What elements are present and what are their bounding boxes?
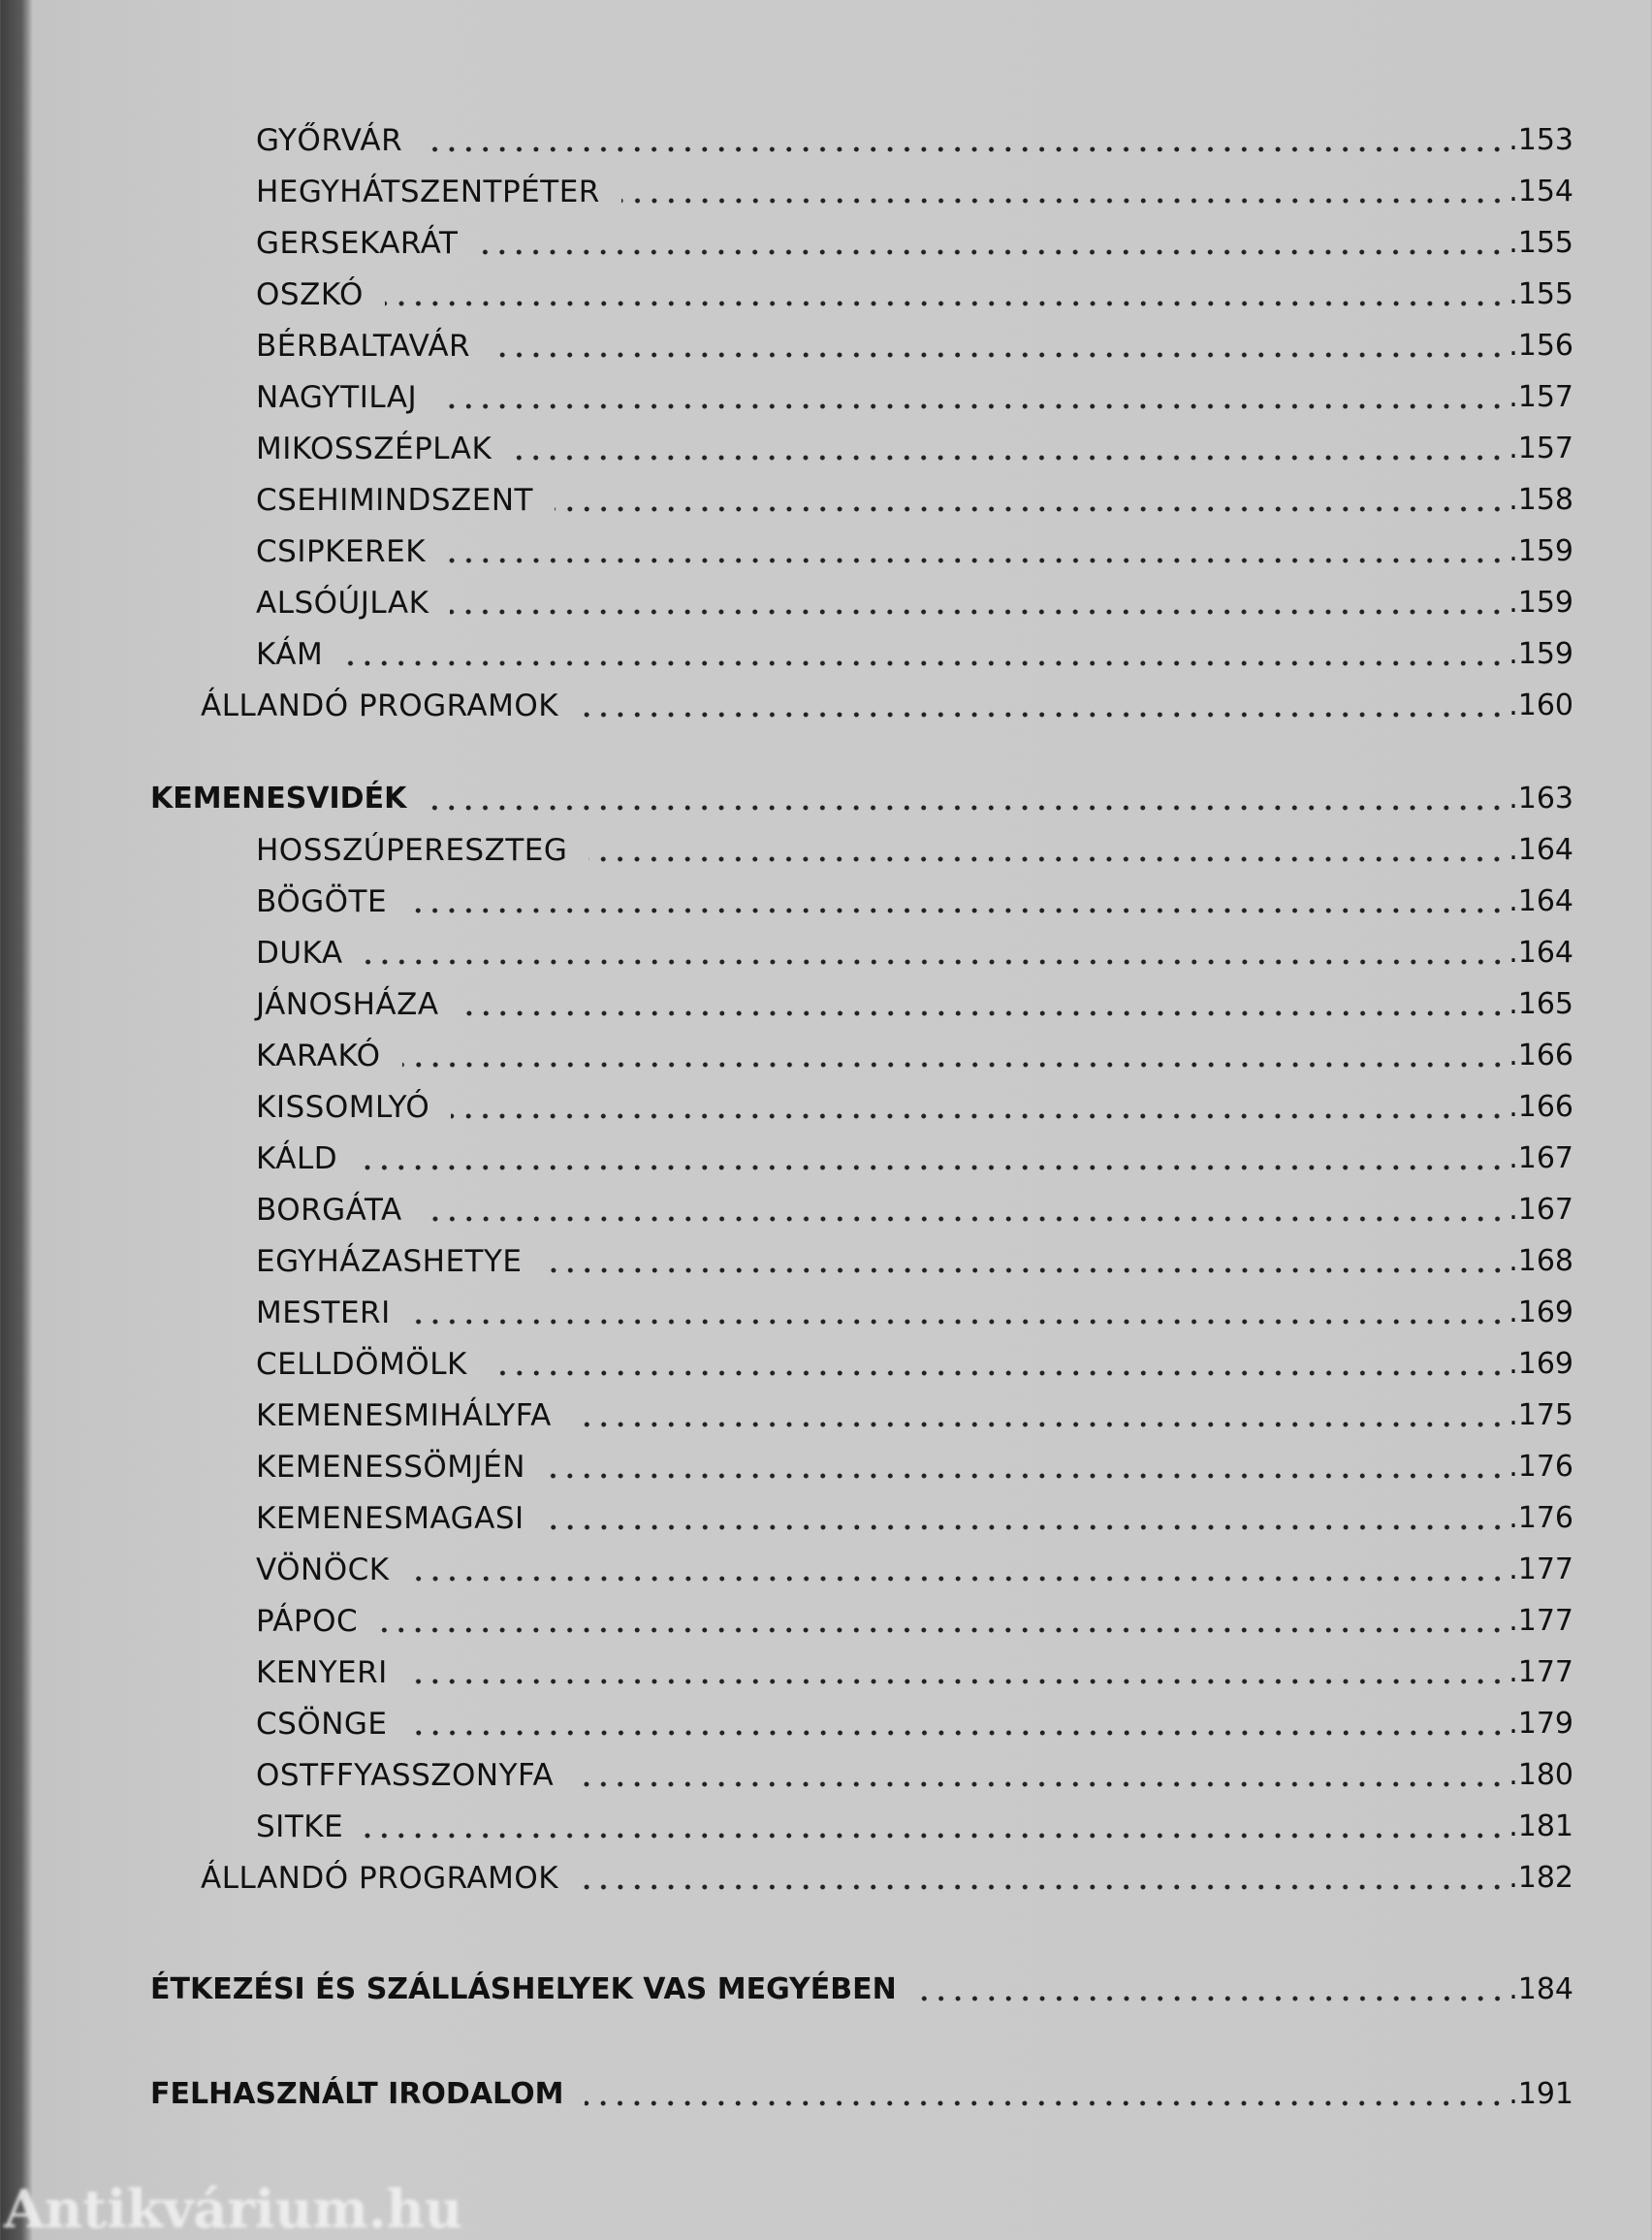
page-number: .191	[1509, 2077, 1573, 2111]
entry-title: GERSEKARÁT	[256, 226, 459, 261]
dot-leader	[573, 1396, 1506, 1435]
dot-leader	[411, 1551, 1506, 1589]
entry-title: KEMENESVIDÉK	[150, 782, 407, 816]
toc-entry[interactable]	[0, 1958, 1573, 2009]
entry-title: KÁM	[256, 637, 324, 672]
toc-entry[interactable]	[0, 417, 1573, 468]
entry-title: BÉRBALTAVÁR	[256, 329, 471, 364]
page-number: .155	[1509, 226, 1573, 260]
toc-entry[interactable]	[0, 1075, 1573, 1127]
toc-entry[interactable]	[0, 468, 1573, 520]
entry-title: KARAKÓ	[256, 1039, 381, 1073]
toc-section-etkezesi	[0, 1958, 1652, 2009]
entry-title: ALSÓÚJLAK	[256, 586, 429, 621]
toc-entry[interactable]	[0, 1692, 1573, 1744]
dot-leader	[546, 1499, 1506, 1538]
page-number: .165	[1509, 987, 1573, 1021]
entry-title: KENYERI	[256, 1655, 388, 1690]
entry-title: ÁLLANDÓ PROGRAMOK	[201, 688, 559, 723]
entry-title: ÁLLANDÓ PROGRAMOK	[201, 1861, 559, 1896]
toc-entry[interactable]	[0, 520, 1573, 571]
page-number: .160	[1509, 688, 1573, 722]
entry-title: HOSSZÚPERESZTEG	[256, 833, 568, 868]
entry-title: CSIPKEREK	[256, 534, 427, 569]
dot-leader	[344, 635, 1506, 674]
dot-leader	[555, 481, 1506, 520]
dot-leader	[451, 1088, 1506, 1127]
page-number: .156	[1509, 329, 1573, 363]
page-number: .154	[1509, 175, 1573, 208]
toc-entry[interactable]	[0, 571, 1573, 623]
page-number: .181	[1509, 1809, 1573, 1843]
dot-leader	[447, 532, 1506, 571]
page-number: .159	[1509, 534, 1573, 568]
page-number: .164	[1509, 884, 1573, 918]
toc-entry[interactable]	[0, 1435, 1573, 1487]
toc-section-irodalom	[0, 2063, 1652, 2114]
dot-leader	[438, 378, 1506, 417]
toc-entry[interactable]	[0, 818, 1573, 870]
entry-title: MIKOSSZÉPLAK	[256, 432, 492, 466]
dot-leader	[379, 1602, 1506, 1641]
dot-leader	[547, 1448, 1506, 1487]
toc-section-continued	[0, 109, 1652, 725]
dot-leader	[492, 327, 1506, 366]
toc-entry[interactable]	[0, 973, 1573, 1024]
page-number: .176	[1509, 1450, 1573, 1484]
dot-leader	[412, 1294, 1506, 1332]
toc-entry[interactable]	[0, 1178, 1573, 1230]
dot-leader	[580, 687, 1506, 725]
page-number: .176	[1509, 1501, 1573, 1535]
entry-title: FELHASZNÁLT IRODALOM	[150, 2077, 564, 2111]
toc-entry[interactable]	[0, 160, 1573, 211]
dot-leader	[580, 1859, 1506, 1898]
page-number: .168	[1509, 1244, 1573, 1278]
dot-leader	[489, 1345, 1506, 1384]
toc-entry[interactable]	[0, 1332, 1573, 1384]
page-number: .184	[1509, 1972, 1573, 2006]
toc-entry[interactable]	[0, 1024, 1573, 1075]
toc-entry[interactable]	[0, 1230, 1573, 1281]
entry-title: BÖGÖTE	[256, 884, 388, 919]
page-number: .163	[1509, 782, 1573, 816]
entry-title: KÁLD	[256, 1141, 338, 1176]
entry-title: JÁNOSHÁZA	[256, 987, 439, 1022]
toc-entry[interactable]	[0, 2063, 1573, 2114]
page-number: .175	[1509, 1398, 1573, 1432]
toc-entry[interactable]	[0, 623, 1573, 674]
entry-title: CSÖNGE	[256, 1707, 388, 1742]
toc-entry[interactable]	[0, 1384, 1573, 1435]
page-number: .155	[1509, 277, 1573, 311]
toc-entry[interactable]	[0, 1589, 1573, 1641]
toc-entry[interactable]	[0, 1487, 1573, 1538]
toc-section-kemenesvidek	[0, 767, 1652, 1898]
dot-leader	[365, 934, 1506, 973]
dot-leader	[402, 1037, 1506, 1075]
entry-title: VÖNÖCK	[256, 1552, 390, 1587]
watermark: Antikvárium.hu	[4, 2178, 463, 2240]
entry-title: KEMENESMIHÁLYFA	[256, 1398, 552, 1433]
page-number: .167	[1509, 1141, 1573, 1175]
entry-title: OSTFFYASSZONYFA	[256, 1758, 555, 1793]
toc-entry[interactable]	[0, 211, 1573, 263]
toc-entry[interactable]	[0, 767, 1573, 818]
page-number: .158	[1509, 483, 1573, 517]
dot-leader	[513, 430, 1506, 468]
dot-leader	[585, 2075, 1506, 2114]
toc-entry[interactable]	[0, 1744, 1573, 1795]
page-number: .157	[1509, 380, 1573, 414]
entry-title: OSZKÓ	[256, 277, 364, 312]
entry-title: MESTERI	[256, 1296, 391, 1330]
entry-title: GYŐRVÁR	[256, 123, 403, 158]
dot-leader	[408, 882, 1506, 921]
entry-title: PÁPOC	[256, 1604, 359, 1639]
dot-leader	[428, 780, 1506, 818]
page-number: .180	[1509, 1758, 1573, 1792]
page-number: .169	[1509, 1296, 1573, 1329]
page-number: .159	[1509, 637, 1573, 671]
entry-title: KEMENESSÖMJÉN	[256, 1450, 525, 1485]
toc-entry[interactable]	[0, 921, 1573, 973]
entry-title: NAGYTILAJ	[256, 380, 418, 415]
page-number: .167	[1509, 1193, 1573, 1227]
page-number: .166	[1509, 1039, 1573, 1072]
toc-entry[interactable]	[0, 1795, 1573, 1846]
entry-title: EGYHÁZASHETYE	[256, 1244, 523, 1279]
toc-entry[interactable]	[0, 1846, 1573, 1898]
page-number: .159	[1509, 586, 1573, 620]
page-number: .179	[1509, 1707, 1573, 1741]
entry-title: CSEHIMINDSZENT	[256, 483, 533, 518]
dot-leader	[359, 1139, 1506, 1178]
entry-title: SITKE	[256, 1809, 344, 1844]
dot-leader	[424, 121, 1506, 160]
toc-entry[interactable]	[0, 674, 1573, 725]
toc-entry[interactable]	[0, 109, 1573, 160]
page-number: .164	[1509, 936, 1573, 970]
toc-entry[interactable]	[0, 263, 1573, 314]
page-number: .169	[1509, 1347, 1573, 1381]
toc-entry[interactable]	[0, 1127, 1573, 1178]
dot-leader	[479, 224, 1506, 263]
entry-title: KISSOMLYÓ	[256, 1090, 430, 1125]
page-number: .177	[1509, 1655, 1573, 1689]
page-number: .157	[1509, 432, 1573, 465]
toc-entry[interactable]	[0, 314, 1573, 366]
dot-leader	[409, 1653, 1506, 1692]
dot-leader	[621, 173, 1506, 211]
dot-leader	[424, 1191, 1506, 1230]
page-number: .153	[1509, 123, 1573, 157]
dot-leader	[450, 584, 1506, 623]
dot-leader	[461, 985, 1506, 1024]
toc-entry[interactable]	[0, 1641, 1573, 1692]
entry-title: ÉTKEZÉSI ÉS SZÁLLÁSHELYEK VAS MEGYÉBEN	[150, 1972, 897, 2006]
toc-entry[interactable]	[0, 1281, 1573, 1332]
dot-leader	[385, 275, 1506, 314]
page-number: .166	[1509, 1090, 1573, 1124]
entry-title: DUKA	[256, 936, 343, 971]
toc-entry[interactable]	[0, 870, 1573, 921]
page-number: .182	[1509, 1861, 1573, 1895]
entry-title: CELLDÖMÖLK	[256, 1347, 467, 1382]
entry-title: KEMENESMAGASI	[256, 1501, 524, 1536]
page-number: .177	[1509, 1552, 1573, 1586]
dot-leader	[365, 1808, 1506, 1846]
dot-leader	[575, 1756, 1506, 1795]
dot-leader	[918, 1970, 1506, 2009]
page-number: .177	[1509, 1604, 1573, 1638]
entry-title: HEGYHÁTSZENTPÉTER	[256, 175, 600, 209]
toc-entry[interactable]	[0, 366, 1573, 417]
toc-entry[interactable]	[0, 1538, 1573, 1589]
entry-title: BORGÁTA	[256, 1193, 402, 1228]
page-number: .164	[1509, 833, 1573, 867]
dot-leader	[588, 831, 1506, 870]
dot-leader	[409, 1705, 1506, 1744]
dot-leader	[544, 1242, 1507, 1281]
